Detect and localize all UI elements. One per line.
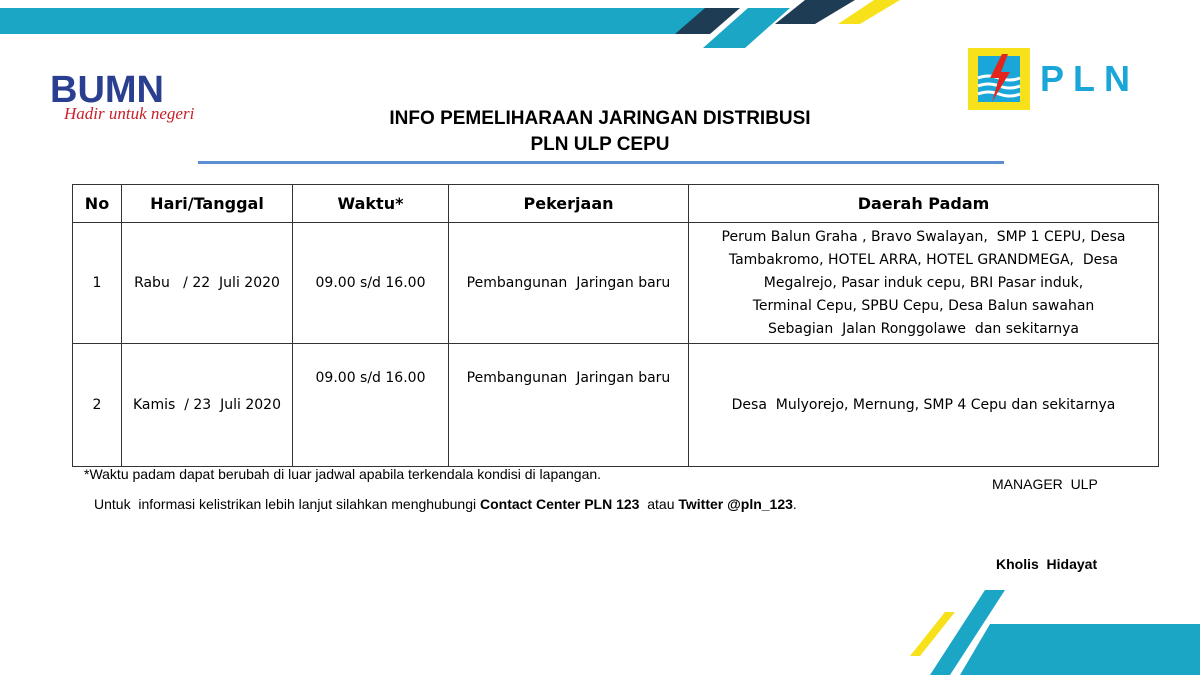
cell-outage-area [689,223,1159,344]
cell-time: 09.00 s/d 16.00 [293,223,449,344]
area-line: Megalrejo, Pasar induk cepu, BRI Pasar induk, [763,274,1084,291]
top-navy-stripe [775,0,855,24]
signature-role: MANAGER ULP [992,476,1098,492]
bottom-teal-band [960,624,1200,675]
bumn-logo [50,70,220,130]
cell-time: 09.00 s/d 16.00 [293,344,449,467]
area-line: Tambakromo, HOTEL ARRA, HOTEL GRANDMEGA, Desa [728,251,1119,268]
area-line: Sebagian Jalan Ronggolawe dan sekitarnya [768,320,1079,337]
pln-lightning-icon [968,48,1030,110]
schedule-disclaimer: *Waktu padam dapat berubah di luar jadwal apabila terkendala kondisi di lapangan. [84,466,602,482]
area-line: Desa Mulyorejo, Mernung, SMP 4 Cepu dan sekitarnya [731,396,1116,413]
top-teal-band [0,8,705,34]
header-day-date: Hari/Tanggal [122,185,293,223]
page-subtitle: PLN ULP CEPU [530,134,670,155]
cell-no: 2 [73,344,122,467]
page-title: INFO PEMELIHARAAN JARINGAN DISTRIBUSI [389,108,811,129]
title-divider [198,161,1004,164]
signature-name: Kholis Hidayat [996,556,1098,572]
cell-day-date: Rabu / 22 Juli 2020 [122,223,293,344]
area-line: Terminal Cepu, SPBU Cepu, Desa Balun sawahan [752,297,1095,314]
table-header-row [73,185,1159,223]
cell-outage-area [689,344,1159,467]
contact-center-text: Contact Center PLN 123 [479,496,640,512]
contact-info-mid: atau [639,496,679,512]
table-row [73,344,1159,467]
bumn-wordmark: BUMN [50,69,164,111]
header-outage-area: Daerah Padam [689,185,1159,223]
area-line: Perum Balun Graha , Bravo Swalayan, SMP 1 CEPU, Desa [721,228,1126,245]
cell-day-date: Kamis / 23 Juli 2020 [122,344,293,467]
contact-info-prefix: Untuk informasi kelistrikan lebih lanjut silahkan menghubungi [94,496,480,512]
header-no: No [73,185,122,223]
maintenance-schedule-table [72,184,1159,467]
contact-info [94,496,797,512]
header-time: Waktu* [293,185,449,223]
twitter-handle: Twitter @pln_123 [678,496,793,512]
pln-wordmark: PLN [1040,58,1139,99]
cell-job: Pembangunan Jaringan baru [449,223,689,344]
contact-info-suffix: . [792,496,797,512]
table-row [73,223,1159,344]
cell-job: Pembangunan Jaringan baru [449,344,689,467]
bumn-tagline: Hadir untuk negeri [64,104,195,123]
cell-no: 1 [73,223,122,344]
header-job: Pekerjaan [449,185,689,223]
